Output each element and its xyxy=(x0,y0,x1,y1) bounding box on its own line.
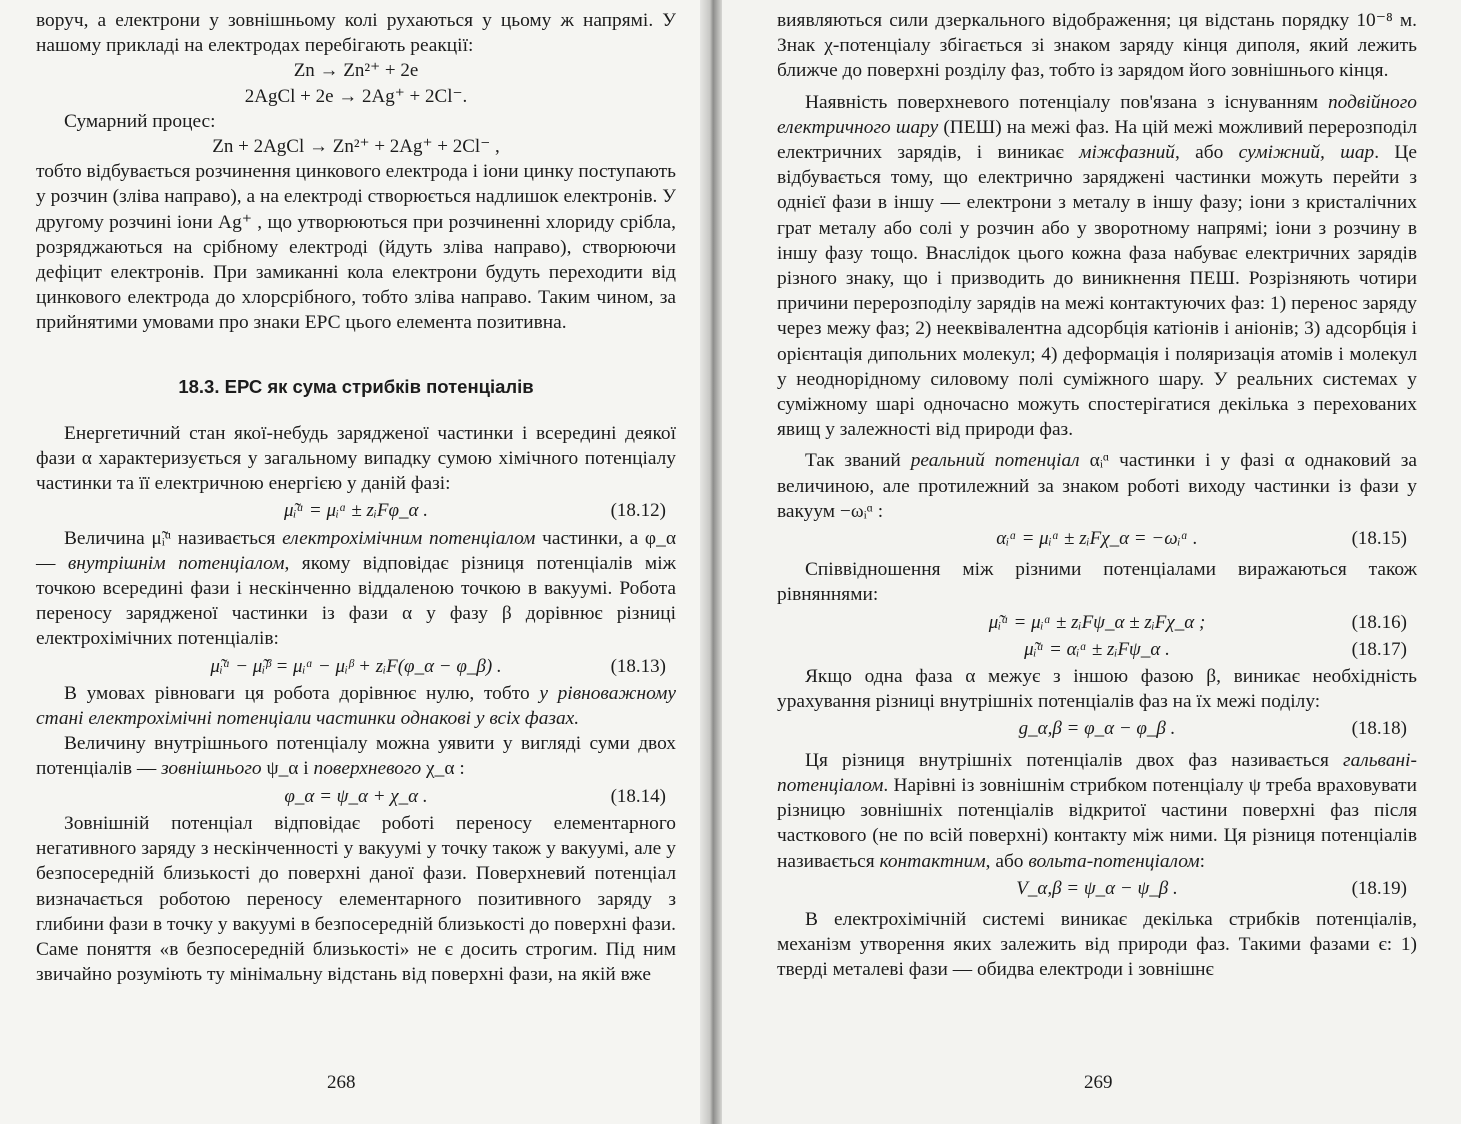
right-text-column xyxy=(777,8,1417,983)
equation-body: φ_α = ψ_α + χ_α . xyxy=(284,785,428,807)
paragraph xyxy=(36,681,676,731)
text: , або xyxy=(1174,142,1239,164)
paragraph: виявляються сили дзеркального відображення; ця відстань порядку 10⁻⁸ м. Знак χ-потенціалу збігається зі знаком заряду кінця диполя, який лежить ближче до поверхні розділу фаз, тобто із зарядом його зовнішнього кінця. xyxy=(777,10,1417,82)
paragraph: тобто відбувається розчинення цинкового електрода і іони цинку поступають у розчин (зліва направо), а на електроді створюється надлишок електронів. У другому розчині іони Ag⁺ , що утворюються при розчиненні хлориду срібла, розряджаються на срібному електроді (йдуть зліва направо), створюючи дефіцит електронів. При замиканні кола електрони будуть переходити від цинкового електрода до хлорсрібного, тобто зліва направо. Таким чином, за прийнятими умовами про знаки ЕРС цього елемента позитивна. xyxy=(36,161,676,334)
text: , якому відповідає різниця потенціалів між точкою всередині фази і нескінченно віддаленою точкою в вакуумі. Робота переносу зарядженої частинки із фази α у фазу β дорівнює різниці електрохімічних потенціалів: xyxy=(36,552,676,650)
equation-body: αᵢᵅ = μᵢᵅ ± zᵢFχ_α = −ωᵢᵅ . xyxy=(996,528,1198,550)
left-text-column xyxy=(36,8,676,987)
term: вольта-потенціалом xyxy=(1028,850,1200,872)
equation-number: (18.14) xyxy=(610,785,666,807)
equation-18-19 xyxy=(777,876,1417,901)
term: гальвані-потенціалом xyxy=(777,749,1417,796)
equation-number: (18.12) xyxy=(610,500,666,522)
term: зовнішнього xyxy=(161,758,262,780)
paragraph: Енергетичний стан якої-небудь зарядженої частинки i всередині деякої фази α характеризується у загальному випадку сумою хімічного потенціалу частинки та її електричною енергією у даній фазі: xyxy=(36,422,676,495)
paragraph: Зовнішній потенціал відповідає роботі переносу елементарного негативного заряду з нескінченності у вакуумі у точку також у вакуумі, але у безпосередній близькості до поверхні даної фази. Поверхневий потенціал визначається роботою переносу елементарного позитивного заряду з глибини фази в точку у вакуумі в безпосередній близькості до поверхні фази. Саме поняття «в безпосередній близькості» не є досить строгим. Під ним звичайно розуміють ту мінімальну відстань від поверхні фази, на якій вже xyxy=(36,812,676,986)
equation-18-15 xyxy=(777,526,1417,551)
equation-body: V_α,β = ψ_α − ψ_β . xyxy=(1016,877,1178,899)
text: , або xyxy=(985,850,1029,872)
paragraph xyxy=(777,90,1417,443)
text: Величину внутрішнього потенціалу можна уявити у вигляді суми двох потенціалів — xyxy=(36,733,676,780)
text: αᵢᵅ частинки i у фазі α однаковий за величиною, але протилежний за знаком роботі виходу частинки із фази у вакуум −ωᵢᵅ : xyxy=(777,450,1417,522)
term: суміжний, шар xyxy=(1238,142,1375,164)
text: : xyxy=(1199,850,1205,872)
page-number: 268 xyxy=(327,1072,356,1093)
term: внутрішнім потенціалом xyxy=(67,552,285,574)
text: Ця різниця внутрішніх потенціалів двох фаз називається xyxy=(805,749,1344,771)
paragraph: Якщо одна фаза α межує з іншою фазою β, виникає необхідність урахування різниці внутрішніх потенціалів фаз на їх межі поділу: xyxy=(777,666,1417,713)
equation-number: (18.13) xyxy=(610,655,666,677)
reaction-equation: Zn → Zn²⁺ + 2e xyxy=(293,60,419,82)
equation-body: g_α,β = φ_α − φ_β . xyxy=(1018,718,1176,740)
paragraph xyxy=(777,448,1417,524)
equation-18-18 xyxy=(777,716,1417,741)
equation-18-16 xyxy=(777,610,1417,635)
text: Наявність поверхневого потенціалу пов'язана з існуванням xyxy=(805,91,1328,113)
paragraph xyxy=(36,526,676,652)
page-number: 269 xyxy=(1084,1072,1113,1093)
book-gutter xyxy=(700,0,722,1124)
paragraph: В електрохімічній системі виникає декілька стрибків потенціалів, механізм утворення яких залежить від природи фаз. Такими фазами є: 1) тверді металеві фази — обидва електроди і зовнішнє xyxy=(777,908,1417,981)
equation-number: (18.18) xyxy=(1351,718,1407,740)
text: частинки, а φ_α — xyxy=(36,527,676,574)
paragraph: воруч, а електрони у зовнішньому колі рухаються у цьому ж напрямі. У нашому прикладі на електродах перебігають реакції: xyxy=(36,10,676,57)
term: поверхневого xyxy=(313,758,422,780)
text: В умовах рівноваги ця робота дорівнює нулю, тобто xyxy=(64,682,540,704)
equation-body: μ̃ᵢᵅ = αᵢᵅ ± zᵢFψ_α . xyxy=(1024,638,1170,660)
left-page xyxy=(0,0,700,1124)
equation-18-12 xyxy=(36,498,676,523)
equation-number: (18.15) xyxy=(1351,528,1407,550)
equation-body: μ̃ᵢᵅ − μ̃ᵢᵝ = μᵢᵅ − μᵢᵝ + zᵢF(φ_α − φ_β) . xyxy=(210,655,502,677)
right-page xyxy=(722,0,1461,1124)
equation-18-13 xyxy=(36,654,676,679)
reaction-equation: Zn + 2AgCl → Zn²⁺ + 2Ag⁺ + 2Cl⁻ , xyxy=(212,136,500,158)
paragraph: Сумарний процес: xyxy=(64,110,216,132)
term: подвійного електричного шару xyxy=(777,91,1417,138)
text: ψ_α і xyxy=(261,758,314,780)
equation-number: (18.17) xyxy=(1351,638,1407,660)
text: Так званий xyxy=(805,450,911,472)
text: . Нарівні із зовнішнім стрибком потенціалу ψ треба враховувати різницю зовнішніх потенціалів відкритої частини поверхні фаз після часткового (не по всій поверхні) контакту між ними. Ця різниця потенціалів називається xyxy=(777,774,1417,872)
term: контактним xyxy=(879,850,986,872)
term: електрохімічним потенціалом xyxy=(282,527,536,549)
equation-number: (18.19) xyxy=(1351,877,1407,899)
equation-body: μ̃ᵢᵅ = μᵢᵅ ± zᵢFφ_α . xyxy=(284,500,428,522)
paragraph xyxy=(777,748,1417,874)
term: у рівноважному стані електрохімічні потенціали частинки однакові у всіх фазах. xyxy=(36,682,677,730)
equation-18-17 xyxy=(777,637,1417,662)
term: міжфазний xyxy=(1079,142,1175,164)
paragraph xyxy=(36,731,676,781)
text: Величина μ̃ᵢᵅ називається xyxy=(64,527,283,549)
reaction-equation: 2AgCl + 2e → 2Ag⁺ + 2Cl⁻. xyxy=(244,85,468,107)
term: реальний потенціал xyxy=(910,450,1080,472)
text: χ_α : xyxy=(421,758,465,780)
text: . Це відбувається тому, що електрично заряджені частинки можуть перейти з однієї фази в іншу — електрони з металу в іншу фазу; іони з кристалічних грат металу або солі у розчин або у зворотному напрямі; іони з розчину в іншу фазу тощо. Внаслідок цього кожна фаза набуває електричних зарядів різного знаку, що і призводить до виникнення ПЕШ. Розрізняють чотири причини перерозподілу зарядів на межі контактуючих фаз: 1) перенос заряду через межу фаз; 2) нееквівалентна адсорбція катіонів і аніонів; 3) адсорбція і орієнтація дипольних молекул; 4) деформація і поляризація атомів і молекул у неоднорідному силовому полі суміжного шару. У реальних системах у суміжному шарі одночасно можуть спостерігатися декілька з перехованих явищ у залежності від природи фаз. xyxy=(777,142,1417,441)
paragraph: Співвідношення між різними потенціалами виражаються також рівняннями: xyxy=(777,559,1417,606)
equation-number: (18.16) xyxy=(1351,611,1407,633)
text: (ПЕШ) на межі фаз. На цій межі можливий перерозподіл електричних зарядів, і виникає xyxy=(777,116,1418,164)
equation-body: μ̃ᵢᵅ = μᵢᵅ ± zᵢFψ_α ± zᵢFχ_α ; xyxy=(988,611,1206,633)
section-heading: 18.3. ЕРС як сума стрибків потенціалів xyxy=(178,375,534,397)
equation-18-14 xyxy=(36,784,676,809)
